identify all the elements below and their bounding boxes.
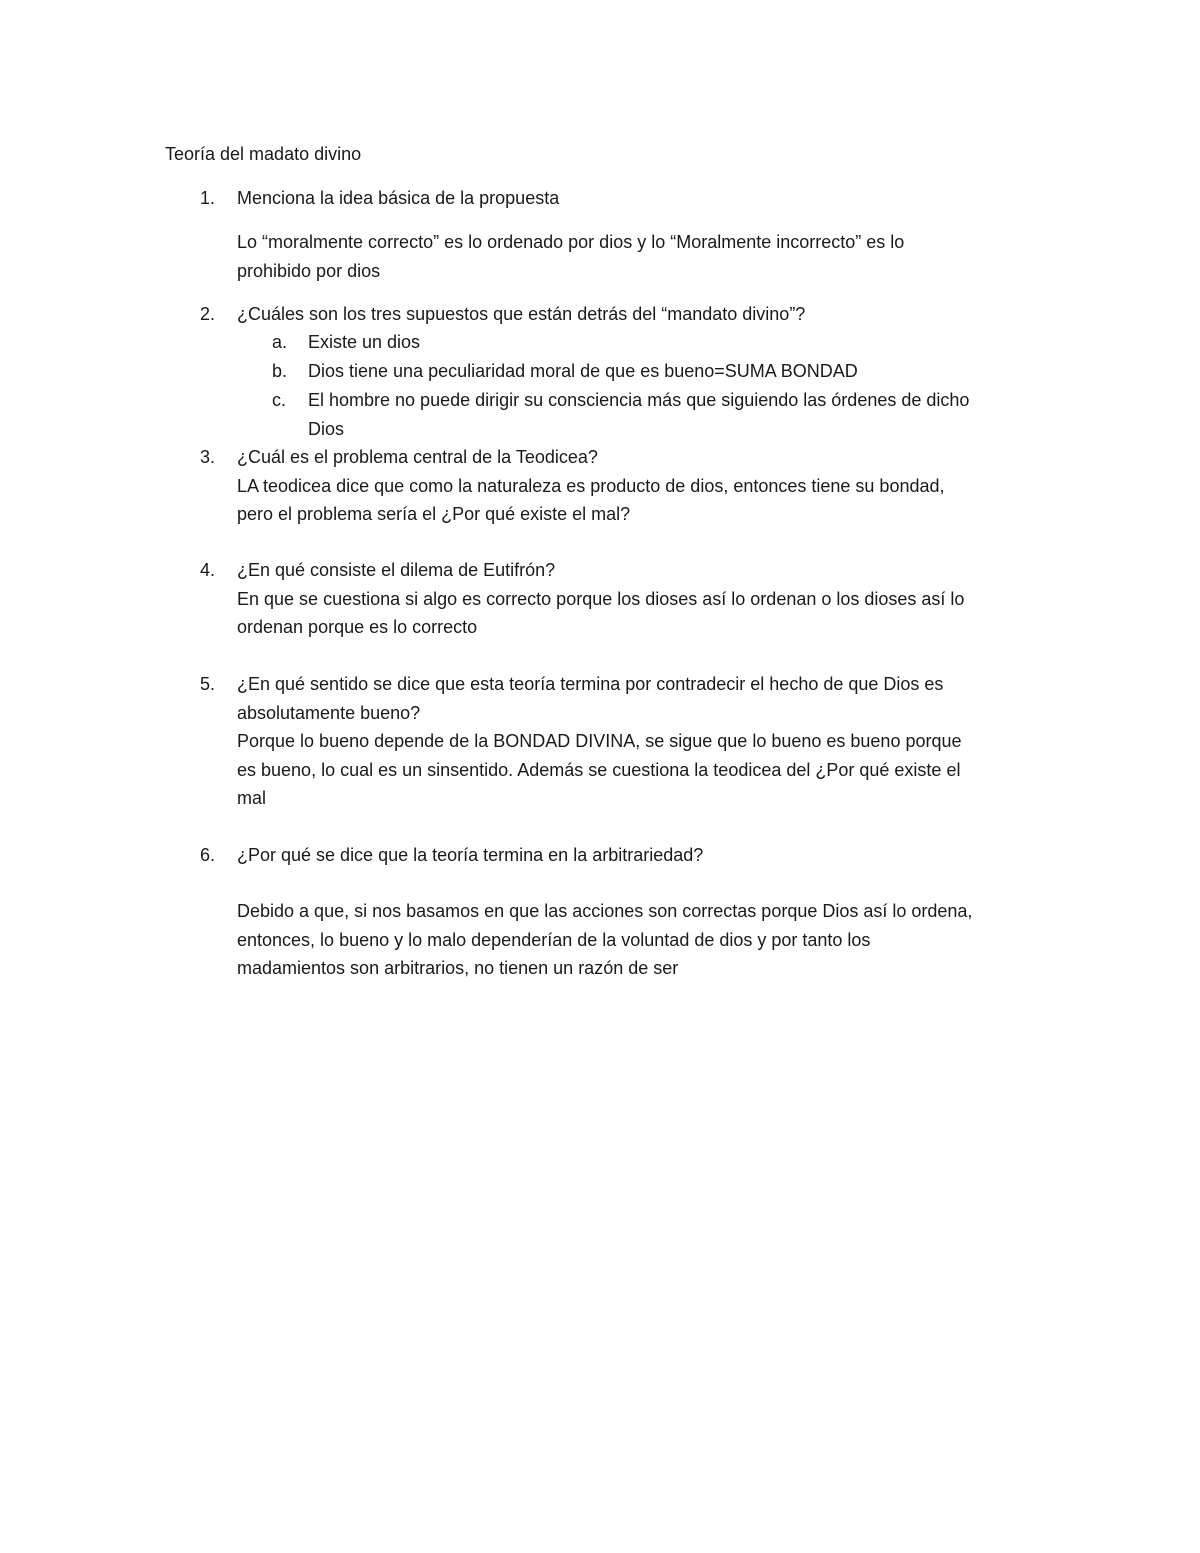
item-number-3: 3. — [200, 447, 216, 467]
item-question-1: Menciona la idea básica de la propuesta — [237, 188, 560, 208]
subitem-letter-b: b. — [272, 361, 288, 381]
item-question-5: ¿En qué sentido se dice que esta teoría termina por contradecir el hecho de que Dios es — [237, 674, 944, 694]
item-block-3 — [237, 443, 1037, 529]
item-question-6: ¿Por qué se dice que la teoría termina en la arbitrariedad? — [237, 845, 704, 865]
answer-line: Porque lo bueno depende de la BONDAD DIVINA, se sigue que lo bueno es bueno porque — [237, 731, 962, 751]
subitem-text-a: Existe un dios — [308, 332, 421, 352]
subitem-line: Dios — [308, 418, 345, 439]
item-question-2: ¿Cuáles son los tres supuestos que están detrás del “mandato divino”? — [237, 304, 806, 324]
answer-line: En que se cuestiona si algo es correcto porque los dioses así lo ordenan o los dioses así lo — [237, 588, 965, 609]
answer-line: Debido a que, si nos basamos en que las acciones son correctas porque Dios así lo ordena, — [237, 901, 973, 921]
item-question-5: absolutamente bueno? — [237, 702, 421, 723]
answer-line: prohibido por dios — [237, 260, 381, 281]
answer-line: mal — [237, 788, 267, 808]
document-title: Teoría del madato divino — [165, 144, 362, 164]
item-number-4: 4. — [200, 560, 216, 580]
subitem-letter-c: c. — [272, 390, 287, 410]
item-number-1: 1. — [200, 188, 216, 208]
item-question-4: ¿En qué consiste el dilema de Eutifrón? — [237, 560, 556, 580]
item-block-4 — [237, 556, 1037, 642]
item-question-3: ¿Cuál es el problema central de la Teodicea? — [237, 447, 598, 467]
item-answer-6 — [237, 897, 1037, 983]
answer-line: es bueno, lo cual es un sinsentido. Además se cuestiona la teodicea del ¿Por qué existe el — [237, 759, 961, 780]
answer-line: LA teodicea dice que como la naturaleza es producto de dios, entonces tiene su bondad, — [237, 475, 945, 496]
answer-line: Lo “moralmente correcto” es lo ordenado por dios y lo “Moralmente incorrecto” es lo — [237, 232, 905, 252]
subitem-text-b: Dios tiene una peculiaridad moral de que es bueno=SUMA BONDAD — [308, 361, 858, 381]
subitem-line: El hombre no puede dirigir su consciencia más que siguiendo las órdenes de dicho — [308, 390, 970, 410]
item-answer-1 — [237, 228, 1037, 285]
answer-line: madamientos son arbitrarios, no tienen un razón de ser — [237, 958, 679, 978]
item-number-6: 6. — [200, 845, 216, 865]
answer-line: ordenan porque es lo correcto — [237, 617, 478, 637]
item-block-5 — [237, 670, 1037, 813]
subitem-text-c — [308, 386, 1038, 443]
item-number-2: 2. — [200, 304, 216, 324]
answer-line: entonces, lo bueno y lo malo dependerían de la voluntad de dios y por tanto los — [237, 929, 871, 950]
answer-line: pero el problema sería el ¿Por qué existe el mal? — [237, 504, 631, 524]
item-number-5: 5. — [200, 674, 216, 694]
subitem-letter-a: a. — [272, 332, 288, 352]
